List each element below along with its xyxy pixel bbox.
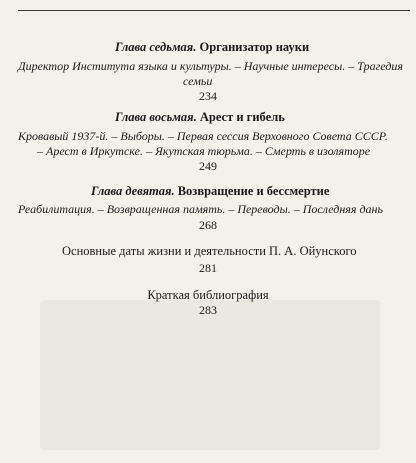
chapter-label: Глава девятая. xyxy=(91,184,175,198)
chapter-description-cont: – Арест в Иркутске. – Якутская тюрьма. – Смерть в изоляторе xyxy=(37,144,371,158)
page-number: 249 xyxy=(199,159,217,173)
section-title: Основные даты жизни и деятельности П. А. Ойунского xyxy=(62,244,357,258)
chapter-heading xyxy=(91,184,329,199)
chapter-label: Глава восьмая. xyxy=(115,110,197,124)
top-rule xyxy=(18,10,410,11)
page-number: 268 xyxy=(199,218,217,232)
page-number: 283 xyxy=(199,303,217,317)
show-through-shadow xyxy=(40,300,380,450)
chapter-description: Кровавый 1937-й. – Выборы. – Первая сессия Верховного Совета СССР. xyxy=(18,129,388,143)
chapter-title: Возвращение и бессмертие xyxy=(177,184,330,198)
chapter-title: Арест и гибель xyxy=(199,110,285,124)
page-number: 234 xyxy=(199,89,217,103)
chapter-heading xyxy=(115,40,309,55)
chapter-title: Организатор науки xyxy=(199,40,310,54)
chapter-description: Директор Института языка и культуры. – Научные интересы. – Трагедия xyxy=(18,59,403,73)
chapter-label: Глава седьмая. xyxy=(115,40,197,54)
chapter-description-cont: семьи xyxy=(183,74,213,88)
chapter-heading xyxy=(115,110,285,125)
section-title: Краткая библиография xyxy=(147,288,269,302)
chapter-description: Реабилитация. – Возвращенная память. – Переводы. – Последняя дань xyxy=(18,202,383,216)
page-number: 281 xyxy=(199,261,217,275)
